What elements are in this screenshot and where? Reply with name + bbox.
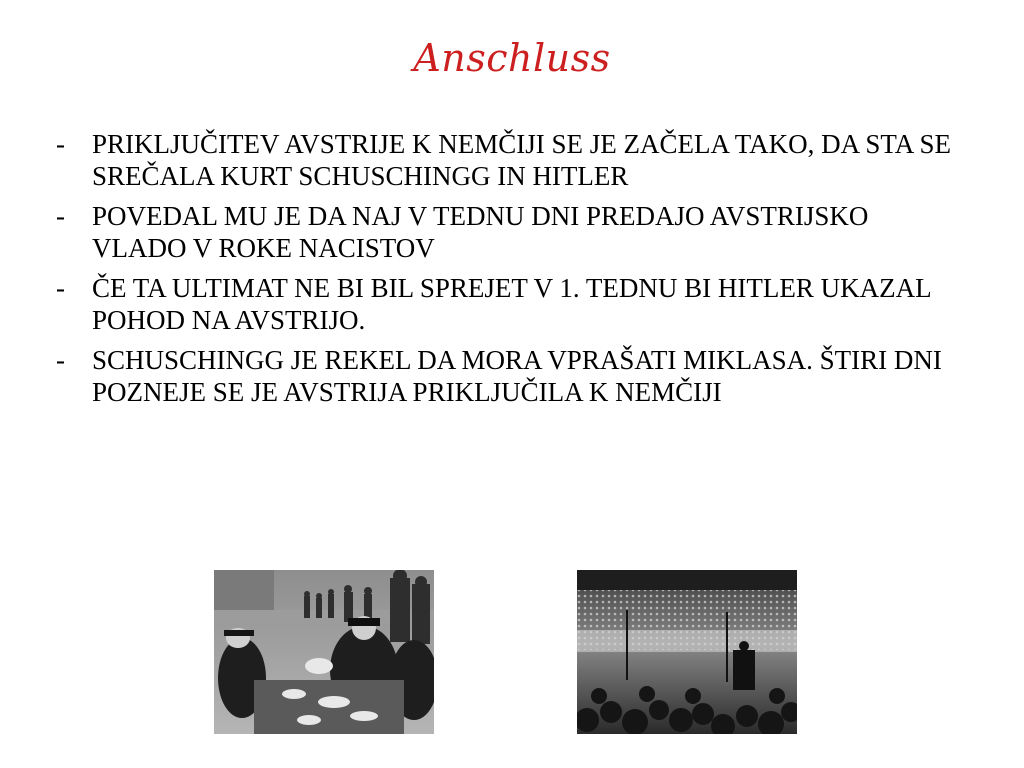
bullet-marker: - — [56, 201, 65, 231]
historical-photo-officers — [214, 570, 434, 734]
bullet-text: SCHUSCHINGG JE REKEL DA MORA VPRAŠATI MIKLASA. ŠTIRI DNI POZNEJE SE JE AVSTRIJA PRIKLJUČILA K NEMČIJI — [92, 345, 942, 407]
bullet-list — [56, 128, 956, 416]
historical-photo-rally — [577, 570, 797, 734]
bullet-marker: - — [56, 273, 65, 303]
historical-photo-rally-icon — [577, 570, 797, 734]
bullet-marker: - — [56, 129, 65, 159]
bullet-text: POVEDAL MU JE DA NAJ V TEDNU DNI PREDAJO AVSTRIJSKO VLADO V ROKE NACISTOV — [92, 201, 869, 263]
bullet-text: PRIKLJUČITEV AVSTRIJE K NEMČIJI SE JE ZAČELA TAKO, DA STA SE SREČALA KURT SCHUSCHINGG IN HITLER — [92, 129, 952, 191]
slide-title: Anschluss — [413, 36, 611, 80]
historical-photo-officers-icon — [214, 570, 434, 734]
bullet-item — [56, 344, 956, 408]
bullet-item — [56, 200, 956, 264]
bullet-item — [56, 272, 956, 336]
bullet-marker: - — [56, 345, 65, 375]
bullet-text: ČE TA ULTIMAT NE BI BIL SPREJET V 1. TEDNU BI HITLER UKAZAL POHOD NA AVSTRIJO. — [92, 273, 931, 335]
bullet-item — [56, 128, 956, 192]
